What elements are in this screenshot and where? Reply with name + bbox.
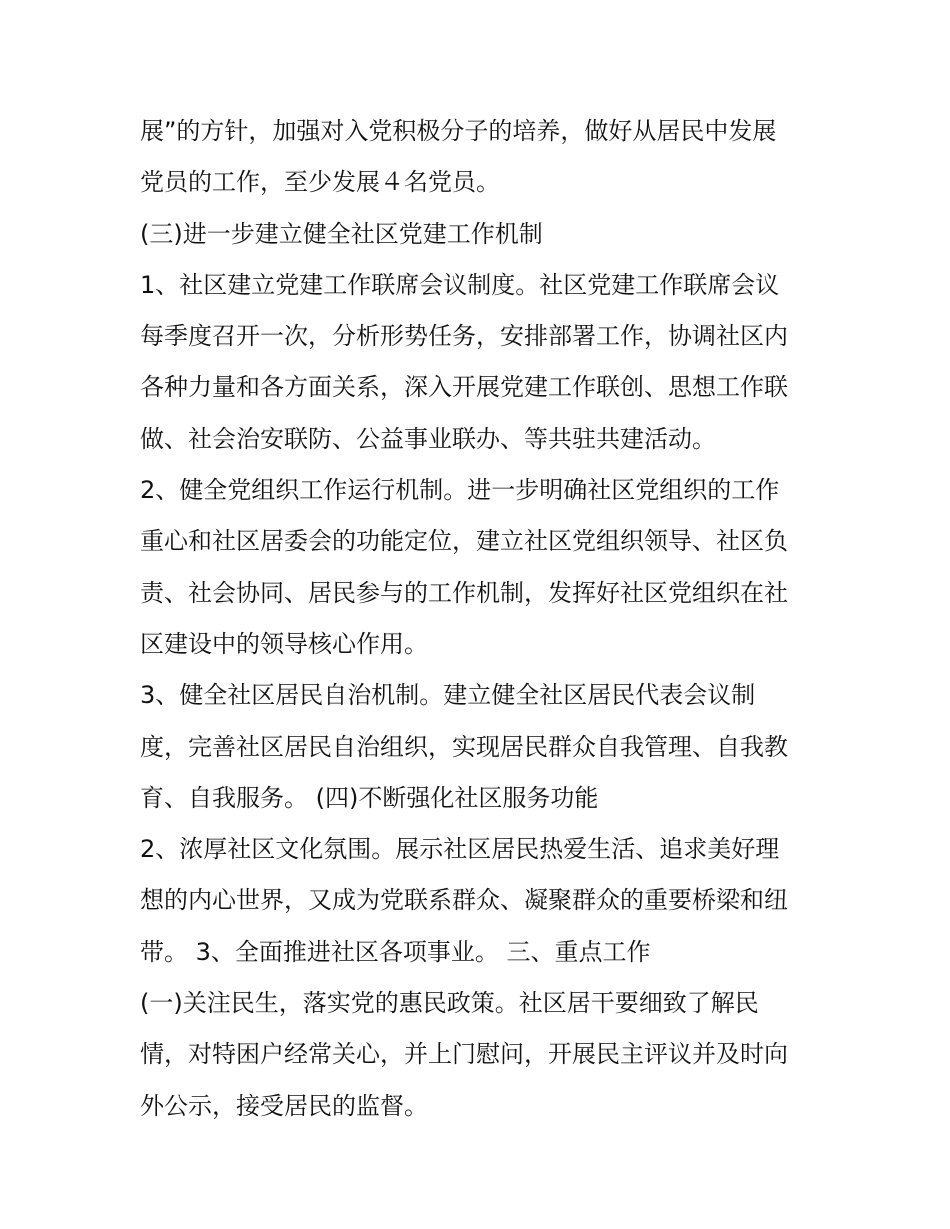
text-line: 2、健全党组织工作运行机制。进一步明确社区党组织的工作 bbox=[140, 476, 780, 505]
text-line: 做、社会治安联防、公益事业联办、等共驻共建活动。 bbox=[140, 424, 716, 453]
document-body bbox=[140, 106, 830, 1132]
text-line: 度，完善社区居民自治组织，实现居民群众自我管理、自我教 bbox=[140, 732, 788, 761]
text-line: (一)关注民生，落实党的惠民政策。社区居干要细致了解民 bbox=[140, 989, 759, 1018]
text-line: 3、健全社区居民自治机制。建立健全社区居民代表会议制 bbox=[140, 681, 756, 710]
text-line: 责、社会协同、居民参与的工作机制，发挥好社区党组织在社 bbox=[140, 578, 788, 607]
section-heading: (三)进一步建立健全社区党建工作机制 bbox=[140, 219, 543, 248]
text-line: 外公示，接受居民的监督。 bbox=[140, 1091, 428, 1120]
text-line: 展”的方针，加强对入党积极分子的培养，做好从居民中发展 bbox=[140, 117, 777, 145]
text-line: 育、自我服务。 (四)不断强化社区服务功能 bbox=[140, 783, 599, 812]
text-line: 重心和社区居委会的功能定位，建立社区党组织领导、社区负 bbox=[140, 527, 788, 556]
text-line: 党员的工作，至少发展４名党员。 bbox=[140, 168, 500, 197]
text-line: 区建设中的领导核心作用。 bbox=[140, 629, 428, 658]
text-line: 2、浓厚社区文化氛围。展示社区居民热爱生活、追求美好理 bbox=[140, 835, 780, 864]
text-line: 每季度召开一次，分析形势任务，安排部署工作，协调社区内 bbox=[140, 322, 788, 351]
text-line: 1、社区建立党建工作联席会议制度。社区党建工作联席会议 bbox=[140, 270, 780, 299]
text-line: 情，对特困户经常关心，并上门慰问，开展民主评议并及时向 bbox=[140, 1040, 788, 1069]
text-line: 想的内心世界，又成为党联系群众、凝聚群众的重要桥梁和纽 bbox=[140, 886, 788, 915]
text-line: 带。 3、全面推进社区各项事业。 三、重点工作 bbox=[140, 937, 651, 966]
text-line: 各种力量和各方面关系，深入开展党建工作联创、思想工作联 bbox=[140, 373, 788, 402]
